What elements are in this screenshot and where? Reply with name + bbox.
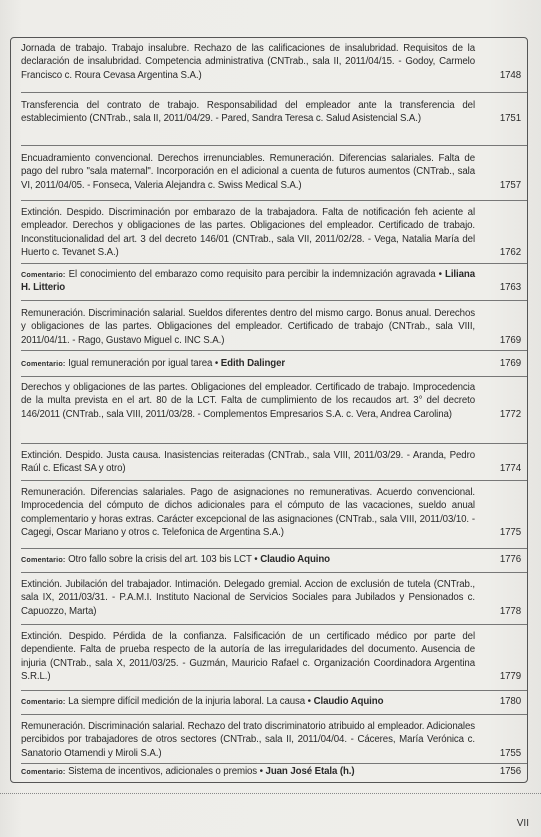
index-entry[interactable] [21,449,521,476]
comment-label: Comentario: [21,767,66,776]
index-entry[interactable] [21,152,521,192]
divider [21,92,527,93]
entry-page: 1774 [499,463,521,475]
entry-text: Extinción. Despido. Pérdida de la confianza. Falsificación de un certificado médico por parte del dependiente. Falta de prueba respecto de la autoría de las irregularidades del documento. Ausencia de injuria (CNTrab., sala X, 2011/03/25. - Guzmán, Mauricio Rafael c. Organización Coordinadora Argentina S.R.L.) [21,631,475,683]
comment-author: Liliana H. Litterio [21,269,476,294]
comment-label: Comentario: [21,697,66,706]
entry-page: 1751 [499,113,521,125]
entry-page: 1763 [499,282,521,294]
comment-text: La siempre difícil medición de la injuria laboral. La causa [68,696,306,707]
index-entry[interactable] [21,630,521,684]
comment-entry[interactable]: Comentario: El conocimiento del embarazo como requisito para percibir la indemnización agravada • Liliana H. Litterio 1763 [21,269,521,294]
index-entry[interactable] [21,206,521,260]
comment-text: El conocimiento del embarazo como requisito para percibir la indemnización agravada [68,269,436,280]
entry-text: Remuneración. Diferencias salariales. Pago de asignaciones no remunerativas. Acuerdo convencional. Improcedencia del cómputo de dichos adicionales para el cómputo de las vacaciones, sueldo anual complementario y horas extras. Carácter excepcional de las asignaciones (CNTrab., sala VIII, 2011/03/10. - Cagegi, Oscar Mariano y otros c. Telefonica de Argentina S.A.) [21,487,475,539]
entry-text: Extinción. Jubilación del trabajador. Intimación. Delegado gremial. Accion de exclusión de tutela (CNTrab., sala IX, 2011/03/31. - P.A.M.I. Instituto Nacional de Servicios Sociales para Jubilados y Pensionados c. Capuozzo, Marta) [21,579,475,617]
comment-author: Edith Dalinger [220,358,286,369]
entry-page: 1769 [499,358,521,369]
divider [21,145,527,146]
entry-text: Encuadramiento convencional. Derechos irrenunciables. Remuneración. Diferencias salariales. Falta de pago del rubro "sala maternal". Incorporación en el adicional a cuenta de futuros aumentos (CNTrab., sala VI, 2011/04/05. - Fonseca, Valeria Alejandra c. Swiss Medical S.A.) [21,153,475,191]
index-entry[interactable] [21,42,521,82]
entry-page: 1780 [499,696,521,707]
comment-entry[interactable]: Comentario: Otro fallo sobre la crisis del art. 103 bis LCT • Claudio Aquino 1776 [21,554,521,565]
index-entry[interactable] [21,578,521,618]
entry-page: 1772 [499,408,521,420]
entry-page: 1748 [499,69,521,81]
entry-page: 1779 [499,671,521,683]
index-entry[interactable] [21,99,521,126]
entry-page: 1762 [499,247,521,259]
entry-page: 1776 [499,554,521,565]
divider [21,263,527,264]
divider [21,714,527,715]
divider [21,200,527,201]
divider [21,480,527,481]
entry-page: 1778 [499,605,521,617]
page-number: VII [516,818,529,829]
index-entry[interactable] [21,307,521,347]
comment-author: Claudio Aquino [260,554,330,565]
comment-entry[interactable]: Comentario: Igual remuneración por igual tarea • Edith Dalinger 1769 [21,358,521,369]
index-entry[interactable] [21,381,521,421]
comment-label: Comentario: [21,270,66,279]
comment-label: Comentario: [21,555,66,564]
comment-label: Comentario: [21,359,66,368]
index-entry[interactable] [21,720,521,760]
index-entry[interactable] [21,486,521,540]
comment-entry[interactable]: Comentario: La siempre difícil medición de la injuria laboral. La causa • Claudio Aquino 1780 [21,696,521,707]
entry-page: 1756 [499,766,521,777]
entry-page: 1755 [499,747,521,759]
comment-text: Otro fallo sobre la crisis del art. 103 bis LCT [68,554,252,565]
comment-author: Claudio Aquino [313,696,384,707]
entry-text: Extinción. Despido. Justa causa. Inasistencias reiteradas (CNTrab., sala VIII, 2011/03/29. - Aranda, Pedro Raúl c. Eficast SA y otro) [21,450,475,475]
entry-page: 1775 [499,527,521,539]
divider [21,376,527,377]
entry-text: Transferencia del contrato de trabajo. Responsabilidad del empleador ante la transferencia del establecimiento (CNTrab., sala II, 2011/04/29. - Pared, Sandra Teresa c. Salud Asistencial S.A.) [21,100,475,125]
entry-text: Jornada de trabajo. Trabajo insalubre. Rechazo de las calificaciones de insalubridad. Requisitos de la declaración de insalubridad. Competencia administrativa (CNTrab., sala II, 2011/04/15. - Godoy, Carmelo Francisco c. Roura Cevasa Argentina S.A.) [21,43,475,81]
divider [21,763,527,764]
entry-page: 1757 [499,179,521,191]
divider [21,624,527,625]
divider [21,443,527,444]
comment-text: Sistema de incentivos, adicionales o premios [68,766,258,777]
divider [21,690,527,691]
entry-text: Derechos y obligaciones de las partes. Obligaciones del empleador. Certificado de trabajo. Improcedencia de la multa prevista en el art. 80 de la LCT. Falta de cumplimiento de los recaudos art. 3° del decreto 146/2011 (CNTrab., sala VIII, 2011/03/28. - Complementos Empresarios S.A. c. Vera, Andrea Carolina) [21,382,475,420]
entry-text: Remuneración. Discriminación salarial. Sueldos diferentes dentro del mismo cargo. Bonus anual. Derechos y obligaciones de las partes. Obligaciones del empleador. Certificado de trabajo (CNTrab., sala VIII, 2011/04/11. - Rago, Gustavo Miguel c. INC S.A.) [21,308,475,346]
comment-entry[interactable]: Comentario: Sistema de incentivos, adicionales o premios • Juan José Etala (h.) 1756 [21,766,521,777]
divider [21,548,527,549]
comment-author: Juan José Etala (h.) [265,766,355,777]
footer-rule [0,793,541,794]
entry-page: 1769 [499,334,521,346]
divider [21,572,527,573]
comment-text: Igual remuneración por igual tarea [68,358,213,369]
divider [21,300,527,301]
entry-text: Extinción. Despido. Discriminación por embarazo de la trabajadora. Falta de notificación feh aciente al empleador. Derechos y obligaciones de las partes. Obligaciones del empleador. Certificado de trabajo. Inconstitucionalidad del art. 3 del decreto 146/01 (CNTrab., sala VII, 2011/02/28. - Vega, Natalia María del Huerto c. Tevanet S.A.) [21,207,475,259]
divider [21,350,527,351]
entry-text: Remuneración. Discriminación salarial. Rechazo del trato discriminatorio atribuido al empleador. Adicionales percibidos por trabajadores de otros sectores (CNTrab., sala II, 2011/04/04. - Cáceres, María Verónica c. Sanatorio Otamendi y Miroli S.A.) [21,721,475,759]
